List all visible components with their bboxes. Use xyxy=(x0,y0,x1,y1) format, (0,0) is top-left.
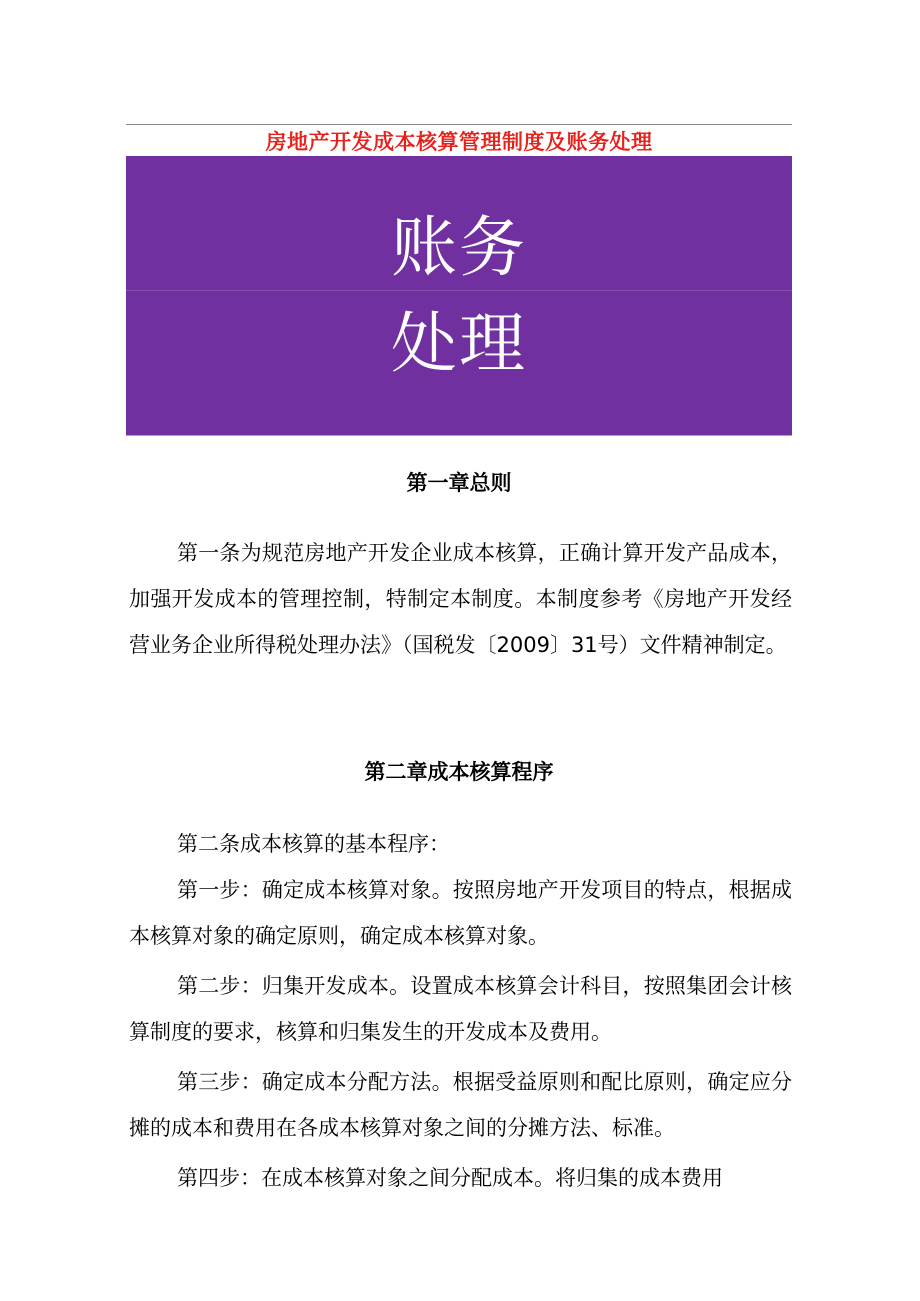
banner-divider xyxy=(126,290,792,291)
step-1-paragraph: 第一步：确定成本核算对象。按照房地产开发项目的特点，根据成本核算对象的确定原则，确定成本核算对象。 xyxy=(129,878,792,948)
title-banner xyxy=(126,156,792,436)
step-3-paragraph: 第三步：确定成本分配方法。根据受益原则和配比原则，确定应分摊的成本和费用在各成本核算对象之间的分摊方法、标准。 xyxy=(129,1070,792,1140)
chapter-heading-1: 第一章总则 xyxy=(406,471,512,495)
article-1-paragraph: 第一条为规范房地产开发企业成本核算，正确计算开发产品成本，加强开发成本的管理控制，特制定本制度。本制度参考《房地产开发经营业务企业所得税处理办法》（国税发〔2009〕31号）文件精神制定。 xyxy=(129,541,792,657)
banner-line-1: 账务 xyxy=(391,209,527,286)
step-4-paragraph: 第四步：在成本核算对象之间分配成本。将归集的成本费用 xyxy=(177,1166,723,1190)
document-header-title: 房地产开发成本核算管理制度及账务处理 xyxy=(265,130,653,154)
article-2-paragraph: 第二条成本核算的基本程序： xyxy=(177,832,450,856)
chapter-heading-2: 第二章成本核算程序 xyxy=(364,760,554,784)
step-2-paragraph: 第二步：归集开发成本。设置成本核算会计科目，按照集团会计核算制度的要求，核算和归集发生的开发成本及费用。 xyxy=(129,974,792,1044)
header-rule xyxy=(126,124,792,125)
banner-line-2: 处理 xyxy=(391,305,527,382)
